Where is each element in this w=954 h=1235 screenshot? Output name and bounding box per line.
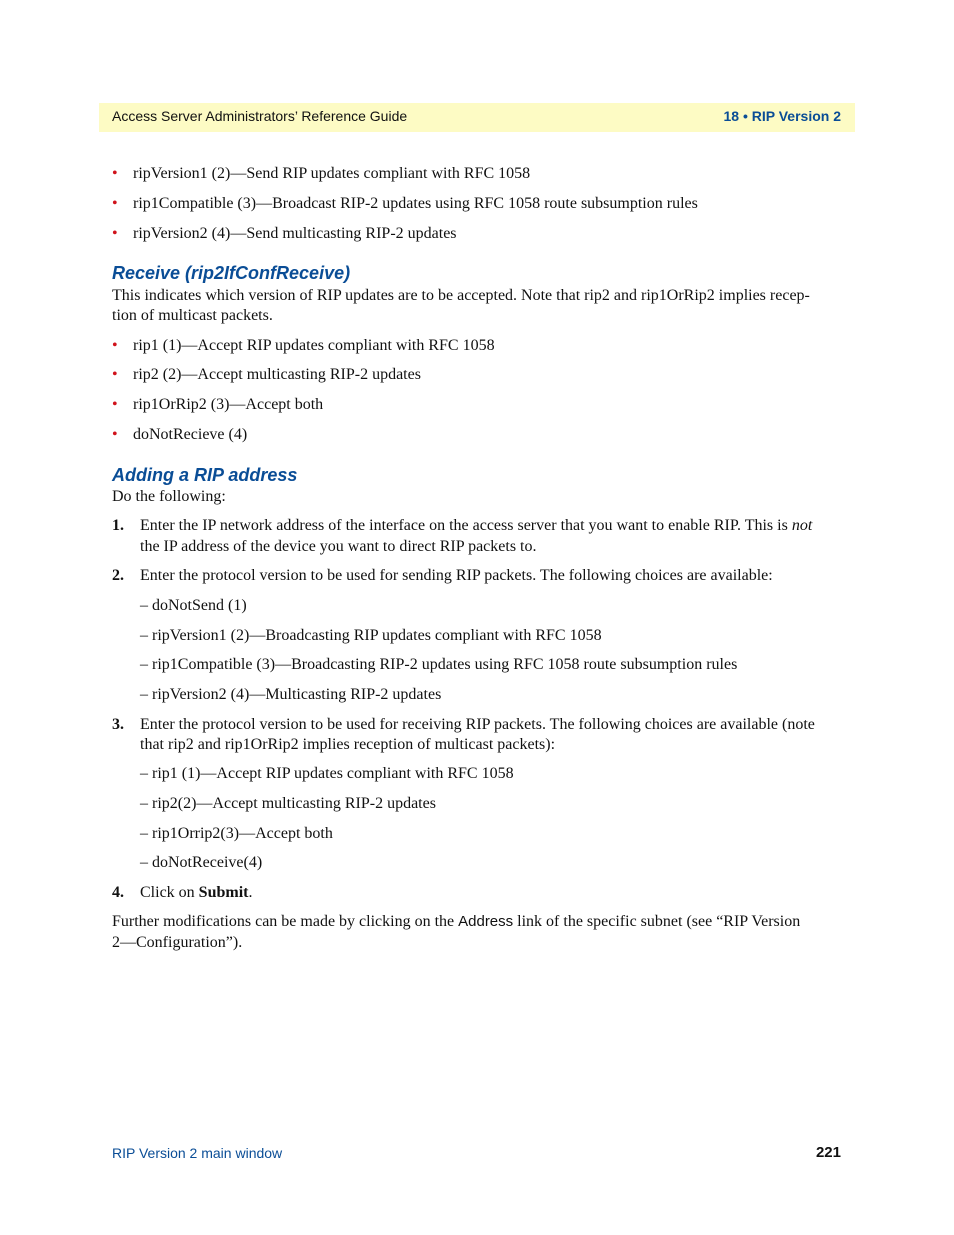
bullet-marker: • [112,426,118,443]
sub-item: – ripVersion2 (4)—Multicasting RIP-2 updates [140,686,442,703]
sub-item: – doNotSend (1) [140,597,247,614]
step-number: 1. [112,517,124,534]
bullet-marker: • [112,337,118,354]
paragraph-part: Further modifications can be made by clicking on the [112,913,459,930]
step-text [140,883,252,903]
page-number: 221 [815,1144,841,1161]
step-text: that rip2 and rip1OrRip2 implies reception of multicast packets): [140,736,556,753]
sub-item: – rip1Compatible (3)—Broadcasting RIP-2 updates using RFC 1058 route subsumption rules [140,656,738,673]
paragraph-part: link of the specific subnet (see “RIP Version [513,913,801,930]
bullet-marker: • [112,165,118,182]
paragraph-line: 2—Configuration”). [112,934,243,951]
step-text-part: Click on [140,884,199,901]
step-text-part: Enter the IP network address of the interface on the access server that you want to enable RIP. This is [140,517,792,534]
bullet-marker: • [112,396,118,413]
step-text-part: . [248,884,253,901]
section-heading-receive: Receive (rip2IfConfReceive) [112,263,351,283]
step-number: 3. [112,716,124,733]
guide-title: Access Server Administrators’ Reference Guide [112,108,408,124]
list-item: rip1 (1)—Accept RIP updates compliant with RFC 1058 [133,337,495,354]
paragraph-line: This indicates which version of RIP updates are to be accepted. Note that rip2 and rip1OrRip2 implies recep- [112,287,810,304]
paragraph-line [112,912,800,932]
list-item: rip1Compatible (3)—Broadcast RIP-2 updates using RFC 1058 route subsumption rules [133,195,698,212]
list-item: rip1OrRip2 (3)—Accept both [133,396,324,413]
list-item: rip2 (2)—Accept multicasting RIP-2 updates [133,366,421,383]
sub-item: – rip1Orrip2(3)—Accept both [140,825,333,842]
step-text [140,516,812,536]
page-header [99,103,855,132]
sub-item: – ripVersion1 (2)—Broadcasting RIP updates compliant with RFC 1058 [140,627,602,644]
list-item: ripVersion1 (2)—Send RIP updates compliant with RFC 1058 [133,165,531,182]
paragraph-line: tion of multicast packets. [112,307,273,324]
step-text: the IP address of the device you want to direct RIP packets to. [140,538,537,555]
chapter-title: 18 • RIP Version 2 [723,108,841,124]
sub-item: – rip1 (1)—Accept RIP updates compliant with RFC 1058 [140,765,514,782]
list-item: ripVersion2 (4)—Send multicasting RIP-2 updates [133,225,457,242]
step-number: 2. [112,567,124,584]
list-item: doNotRecieve (4) [133,426,248,443]
sub-item: – rip2(2)—Accept multicasting RIP-2 updates [140,795,436,812]
bullet-marker: • [112,225,118,242]
emphasis: not [791,517,813,534]
footer-section-title: RIP Version 2 main window [112,1145,283,1161]
step-text: Enter the protocol version to be used for sending RIP packets. The following choices are available: [140,567,773,584]
step-text: Enter the protocol version to be used for receiving RIP packets. The following choices are available (note [140,716,815,733]
step-number: 4. [112,884,124,901]
bullet-marker: • [112,366,118,383]
bullet-marker: • [112,195,118,212]
section-heading-adding: Adding a RIP address [112,465,298,485]
submit-reference: Submit [198,884,249,901]
paragraph-line: Do the following: [112,488,226,505]
address-link-reference: Address [458,913,514,930]
sub-item: – doNotReceive(4) [140,854,263,871]
